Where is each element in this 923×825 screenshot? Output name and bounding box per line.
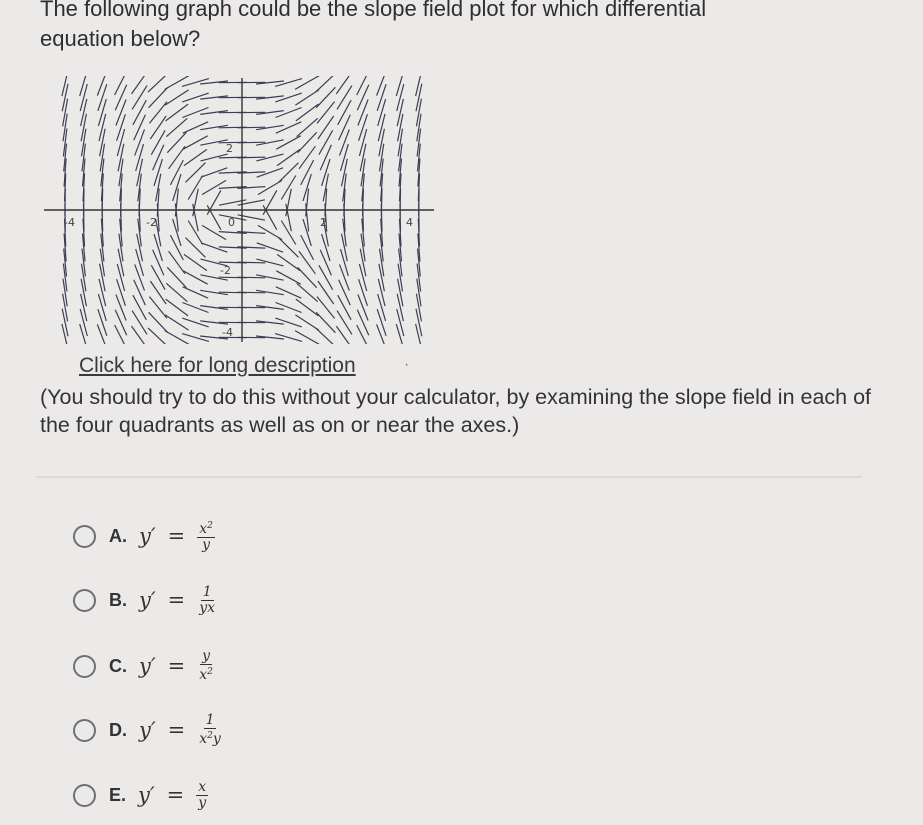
slope-segment [115,76,128,95]
slope-segment [359,264,366,291]
slope-segment [183,136,208,149]
lhs: y′ [139,588,156,612]
tick-label-x-4: 4 [406,216,413,229]
slope-segment [295,331,319,344]
lhs: y′ [139,524,156,548]
slope-segment [336,76,352,94]
slope-segment [62,84,68,111]
slope-segment [115,85,127,111]
question-line-1: The following graph could be the slope field plot for which differential [40,0,707,21]
slope-segment [279,163,299,183]
slope-segment [81,99,87,126]
slope-segment [99,114,106,141]
tick-label-x-neg4: -4 [64,216,75,229]
slope-segment [398,114,403,141]
slope-segment [134,280,146,305]
slope-segment [166,299,189,316]
radio-b[interactable] [73,589,96,612]
slope-segment [132,326,148,344]
slope-segment [378,294,386,321]
slope-segment [182,79,209,87]
slope-segment [299,251,315,274]
slope-segment [165,315,189,330]
slope-segment [117,129,124,156]
fraction: $\frac{1}{x^2y}$ [199,712,221,747]
choice-d-equation [139,713,223,747]
slope-segment [207,205,221,229]
choice-e[interactable] [73,777,208,813]
slope-segment [182,334,209,342]
slope-segment [186,163,206,183]
slope-segment [117,279,126,306]
slope-segment [182,93,209,102]
slope-segment [263,190,277,214]
tick-label-origin: 0 [228,216,235,229]
slope-segment [165,90,189,105]
slope-segment [359,114,368,141]
slope-segment [183,271,208,284]
hint-text: (You should try to do this without your calculator, by examining the slope field in each of the four quadrants as well as on or near the axes.) [40,385,872,437]
slope-segment [63,99,68,127]
slope-segment [397,309,404,336]
slope-segment [275,79,302,87]
choice-b-letter: B. [109,589,127,610]
slope-segment [258,180,282,194]
slope-segment [184,149,207,165]
slope-segment [183,122,209,133]
choice-e-equation [138,780,208,811]
choice-d[interactable] [73,712,223,748]
slope-segment [134,115,146,140]
choice-c[interactable] [73,648,215,684]
slope-segment [416,99,421,127]
choice-c-equation [139,649,215,683]
slope-segment [397,99,403,126]
slope-segment [193,189,199,216]
slope-segment [115,310,127,336]
question-line-2: equation below? [40,26,201,51]
slope-segment [116,100,126,126]
slope-segment [182,108,208,118]
lhs: y′ [139,654,156,678]
slope-segment [81,294,87,321]
slope-segment [281,176,296,200]
slope-segment [188,221,203,245]
slope-segment [182,318,209,327]
slope-segment [62,309,68,336]
choice-a-equation [139,519,215,553]
slope-segment [263,205,277,229]
choice-d-letter: D. [109,719,127,740]
slope-segment [188,176,203,200]
slope-segment [416,294,421,322]
slope-segment [416,309,422,336]
slope-segment [165,76,189,89]
slope-segment [378,114,385,141]
slope-segment [276,122,302,133]
slope-segment [98,84,107,111]
slope-segment [281,221,296,245]
slope-segment [117,264,124,291]
slope-segment [358,295,368,321]
slope-segment [165,331,189,344]
radio-e[interactable] [73,784,96,807]
slope-segment [115,325,128,344]
equals: = [167,588,186,612]
slope-segment [166,104,189,121]
slope-segment [184,254,207,270]
choice-a[interactable] [73,518,215,554]
slope-segment [295,76,319,89]
slope-segment [202,180,226,194]
slope-field-svg [40,76,440,344]
slope-segment [336,326,352,344]
slope-segment [296,104,319,121]
slope-segment [276,271,301,284]
tick-label-y-neg4: -4 [222,326,233,339]
slope-segment [275,93,302,102]
radio-d[interactable] [73,719,96,742]
slope-segment [357,85,369,111]
slope-segment [99,279,106,306]
radio-a[interactable] [73,525,96,548]
slope-segment [132,76,148,94]
slope-segment [80,84,87,111]
slope-segment [276,287,302,298]
slope-segment [340,264,350,290]
slope-segment [279,238,299,258]
equals: = [167,524,186,548]
slope-segment [63,294,68,322]
slope-segment [258,225,282,239]
fraction: $\frac{1}{yx}$ [199,583,216,616]
slope-field-plot [40,76,440,344]
fraction: $\frac{y}{x^2}$ [199,648,213,683]
fraction: $\frac{x^2}{y}$ [199,521,213,553]
long-description-link[interactable]: Click here for long description [79,354,356,377]
slope-segment [277,254,300,270]
slope-segment [286,204,292,231]
slope-segment [377,309,386,336]
slope-segment [377,84,386,111]
lhs: y′ [138,783,155,807]
slope-segment [378,99,386,126]
tick-label-y-neg2: -2 [220,264,231,277]
slope-segment [202,225,226,239]
slope-segment [276,136,301,149]
equals: = [167,718,186,742]
slope-segment [358,100,368,126]
slope-segment [98,99,106,126]
slope-segment [416,84,422,111]
tick-label-x-2: 2 [320,216,327,229]
slope-segment [275,318,302,327]
slope-segment [135,129,145,155]
slope-segment [295,315,319,330]
slope-segment [193,204,199,231]
slope-segment [397,294,403,321]
slope-segment [338,295,351,320]
slope-segment [276,108,302,118]
slope-segment [378,279,385,306]
slope-segment [339,280,351,305]
choice-c-letter: C. [109,655,127,676]
slope-segment [183,287,209,298]
slope-segment [98,309,107,336]
slope-segment [117,114,126,141]
slope-segment [207,190,221,214]
question-text [40,0,840,54]
tick-label-y-2: 2 [226,142,233,155]
slope-segment [182,303,208,313]
tick-label-x-neg2: -2 [146,216,157,229]
slope-segment [340,129,350,155]
slope-segment [80,309,87,336]
divider [36,476,862,478]
slope-segment [397,84,404,111]
slope-segment [359,279,368,306]
slope-segment [169,146,185,169]
slope-segment [295,90,319,105]
slope-segment [277,149,300,165]
equals: = [167,654,186,678]
fraction: $\frac{x}{y}$ [198,778,207,811]
slope-segment [359,129,366,156]
slope-segment [299,146,315,169]
slope-segment [169,251,185,274]
link-dot: · [404,356,410,373]
slope-segment [276,303,302,313]
slope-segment [286,189,292,216]
slope-segment [338,100,351,125]
choice-b-equation [139,585,217,616]
choice-a-letter: A. [109,525,127,546]
slope-segment [357,325,370,344]
slope-segment [357,76,370,95]
slope-segment [357,310,369,336]
equals: = [166,783,185,807]
slope-segment [296,299,319,316]
slope-segment [116,295,126,321]
slope-segment [186,238,206,258]
choice-b[interactable] [73,582,217,618]
slope-segment [98,294,106,321]
lhs: y′ [139,718,156,742]
slope-segment [135,264,145,290]
slope-segment [339,115,351,140]
choice-e-letter: E. [109,784,127,805]
radio-c[interactable] [73,655,96,678]
slope-segment [275,334,302,342]
slope-segment [398,279,403,306]
